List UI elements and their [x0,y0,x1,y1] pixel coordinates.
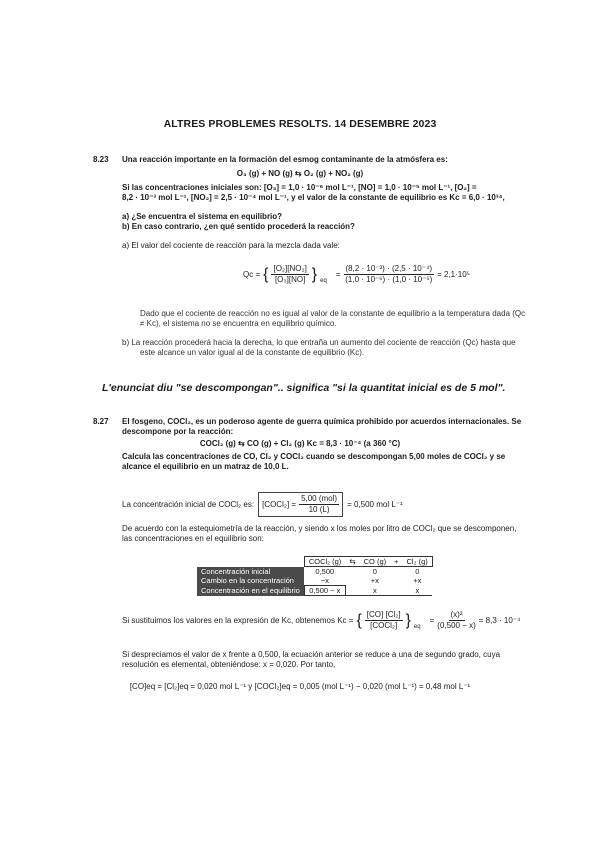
qc-lhs: Qc = [243,269,261,279]
init-result: = 0,500 mol L⁻¹ [347,499,403,509]
problem-827-question2: alcance el equilibrio en un matraz de 10,0 L. [122,462,289,471]
answer-a-text2: ≠ Kc), el sistema no se encuentra en equilibrio químico. [140,319,337,328]
table-cell [390,576,402,586]
problem-827-reaction: COCl₂ (g) ⇆ CO (g) + Cl₂ (g) Kc = 8,3 · 10⁻⁴ (a 360 °C) [199,439,401,448]
subs-text: Si sustituimos los valores en la expresión de Kc, obtenemos Kc = [122,615,354,625]
subs-eq-subscript: eq [413,623,421,630]
final-result: [CO]eq = [Cl₂]eq = 0,020 mol L⁻¹ y [COCl₂]eq = 0,005 (mol L⁻¹) − 0,020 (mol L⁻¹) = 0,48 mol L⁻¹ [129,682,471,691]
init-text: La concentración inicial de COCl₂ es: [122,499,255,509]
table-row [197,586,432,596]
left-bracket: { [263,265,269,283]
table-cell: +x [370,576,379,586]
table-cell: +x [413,576,422,586]
table-cell: x [360,586,391,596]
initial-concentration [122,492,403,517]
subs-bottom: [COCl₂] [370,621,398,630]
table-cell: 0 [372,567,377,576]
subs-result: = 8,3 · 10⁻⁴ [478,615,521,625]
qc-fraction [271,264,308,285]
header-cell: Cl₂ (g) [403,557,433,567]
subs-numeric-fraction [437,610,475,631]
kc-substitution: Si sustituimos los valores en la expresión de Kc, obtenemos Kc = { $\frac{\text{[CO] [Cl₂]}}{\text{[COCl₂]}}$ } eq = $\frac{\text{(x)²}}{(0,500 - x)}$ = 8,3 · 10⁻⁴ [122,610,521,630]
problem-823-intro: Una reacción importante en la formación del esmog contaminante de la atmósfera es: [122,155,448,164]
answer-a-text1: Dado que el cociente de reacción no es igual al valor de la constante de equilibrio a la temperatura dada (Qc [140,309,526,318]
problem-823-question-b: b) En caso contrario, ¿en qué sentido procederá la reacción? [122,222,355,231]
qc-equation: Qc = { $\frac{\text{[O₂][NO₂]}}{\text{[O₃][NO]}}$ } eq = $\frac{\text{(8,2 · 10⁻³) · (2,5 · 10⁻⁴)}}{\text{(1,0 · 10⁻⁶) · (1,0 · 10⁻⁵)}}$ = 2,1·10⁵ [243,264,470,284]
header-cell: + [390,557,402,567]
page-title: ALTRES PROBLEMES RESOLTS. 14 DESEMBRE 2023 [163,118,437,130]
ice-table-header [197,557,432,567]
approximation-text1: Si despreciamos el valor de x frente a 0,500, la ecuación anterior se reduce a una de segundo grado, cuya [122,650,501,659]
subs-denominator: (0,500 − x) [437,621,476,630]
problem-number-823: 8.23 [93,155,109,164]
header-cell: COCl₂ (g) [304,557,345,567]
answer-a-intro: a) El valor del cociente de reacción para la mezcla dada vale: [122,241,340,250]
table-cell [345,576,359,586]
table-cell [390,567,402,577]
header-cell: CO (g) [360,557,391,567]
answer-b-text2: este alcance un valor igual al de la constante de equilibrio (Kc). [140,348,365,357]
problem-827-intro1: El fosgeno, COCl₂, es un poderoso agente de guerra química prohibido por acuerdos internacionales. Se [122,417,522,426]
qc-frac-bottom: [O₃][NO] [274,275,306,284]
problem-827-intro2: descompone por la reacción: [122,427,234,436]
approximation-text2: resolución es elemental, obteniéndose: x = 0,020. Por tanto, [122,660,336,669]
subs-fraction [365,610,403,631]
ice-table [197,556,433,596]
row-label: Concentración inicial [197,567,304,577]
problem-823-data-line1: Si las concentraciones iniciales son: [O₃] = 1,0 · 10⁻⁶ mol L⁻¹, [NO] = 1,0 · 10⁻⁵ mol L⁻¹, [O₂] = [122,183,477,192]
answer-b-text1: b) La reacción procederá hacia la derecha, lo que entraña un aumento del cociente de reacción (Qc) hasta que [122,338,516,347]
init-fraction [299,494,339,515]
problem-827-question1: Calcula las concentraciones de CO, Cl₂ y COCl₂ cuando se descompongan 5,00 moles de COCl₂ y se [122,452,506,461]
table-cell: 0,500 [315,567,335,576]
qc-result: = 2,1·10⁵ [437,269,470,279]
row-label: Cambio en la concentración [197,576,304,586]
qc-numeric-fraction [344,264,435,285]
subs-top: [CO] [Cl₂] [366,610,401,619]
row-label: Concentración en el equilibrio [197,586,304,596]
subs-numerator: (x)² [450,610,463,619]
teacher-note: L'enunciat diu "se descompongan".. significa "si la quantitat inicial es de 5 mol". [102,382,506,394]
table-cell [390,586,402,596]
table-cell [345,567,359,577]
qc-frac-top: [O₂][NO₂] [273,264,307,273]
table-cell [345,586,359,596]
header-cell: ⇆ [345,557,359,567]
init-lhs: [COCl₂] = [262,499,297,509]
qc-numerator: (8,2 · 10⁻³) · (2,5 · 10⁻⁴) [345,264,433,273]
table-row [197,576,432,586]
init-numerator: 5,00 (mol) [301,494,338,503]
table-cell: 0,500 − x [304,586,345,596]
problem-823-reaction: O₃ (g) + NO (g) ⇆ O₂ (g) + NO₂ (g) [236,169,364,178]
stoichiometry-text1: De acuerdo con la estequiometría de la reacción, y siendo x los moles por litro de COCl₂ que se descomponen, [122,524,517,533]
init-formula-box [258,492,343,517]
right-bracket: } [311,265,318,283]
init-denominator: 10 (L) [308,505,330,514]
stoichiometry-text2: las concentraciones en el equilibrio son: [122,534,264,543]
table-cell: 0 [415,567,420,576]
table-cell: −x [320,576,329,585]
problem-823-question-a: a) ¿Se encuentra el sistema en equilibrio? [122,212,283,221]
problem-number-827: 8.27 [93,417,109,426]
table-cell: x [403,586,433,596]
table-row [197,567,432,577]
problem-823-data-line2: 8,2 · 10⁻³ mol L⁻¹, [NO₂] = 2,5 · 10⁻⁴ mol L⁻¹, y el valor de la constante de equilibrio es Kc = 6,0 · 10³⁴, [122,193,505,202]
qc-eq-subscript: eq [320,277,327,284]
qc-denominator: (1,0 · 10⁻⁶) · (1,0 · 10⁻⁵) [345,275,433,284]
